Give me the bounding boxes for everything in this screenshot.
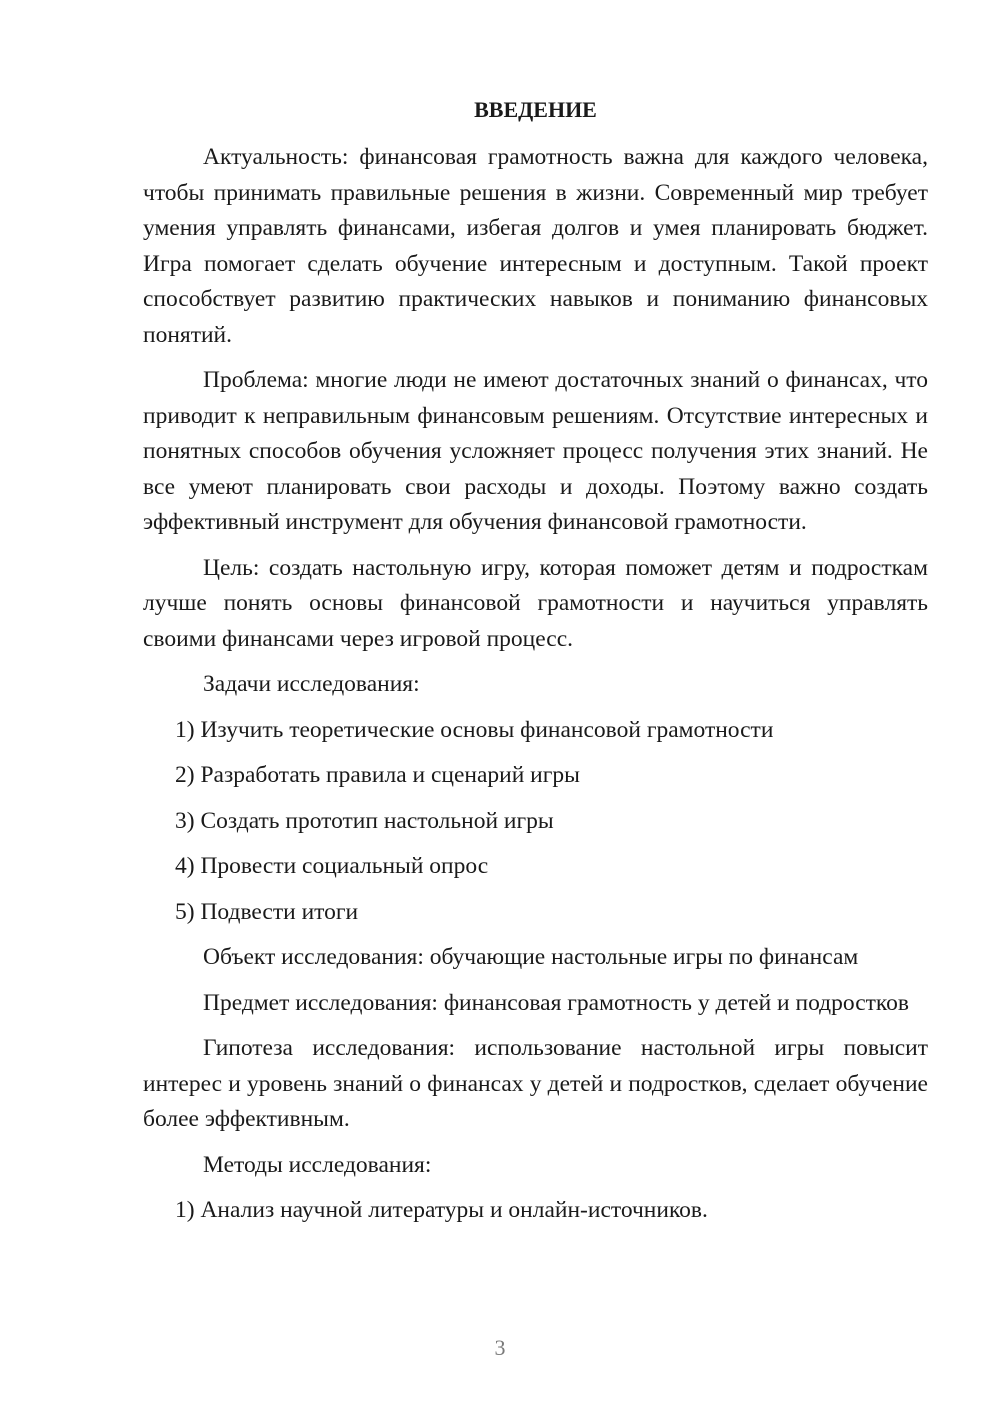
tasks-heading: Задачи исследования: xyxy=(203,671,420,697)
methods-list xyxy=(143,1193,928,1229)
page-number: 3 xyxy=(494,1335,506,1360)
methods-heading: Методы исследования: xyxy=(203,1151,432,1178)
page-title: ВВЕДЕНИЕ xyxy=(474,97,597,122)
task-item: 3) Создать прототип настольной игры xyxy=(175,807,554,834)
research-subject: Предмет исследования: финансовая грамотность у детей и подростков xyxy=(203,989,909,1016)
research-object: Объект исследования: обучающие настольные игры по финансам xyxy=(203,944,859,970)
goal-paragraph: Цель: создать настольную игру, которая поможет детям и подросткам лучше понять основы финансовой грамотности и научиться управлять своими финансами через игровой процесс. xyxy=(143,554,928,652)
task-item: 5) Подвести итоги xyxy=(175,898,359,925)
tasks-list xyxy=(143,713,928,931)
task-item: 1) Изучить теоретические основы финансовой грамотности xyxy=(175,716,774,743)
relevance-paragraph: Актуальность: финансовая грамотность важна для каждого человека, чтобы принимать правильные решения в жизни. Современный мир требует умения управлять финансами, избегая долгов и умея планировать бюджет. Игра помогает сделать обучение интересным и доступным. Такой проект способствует развитию практических навыков и пониманию финансовых понятий. xyxy=(143,144,928,348)
method-item: 1) Анализ научной литературы и онлайн-источников. xyxy=(175,1197,708,1223)
page-content xyxy=(143,92,928,1239)
task-item: 4) Провести социальный опрос xyxy=(175,853,489,879)
research-hypothesis: Гипотеза исследования: использование настольной игры повысит интерес и уровень знаний о финансах у детей и подростков, сделает обучение более эффективным. xyxy=(143,1035,928,1132)
task-item: 2) Разработать правила и сценарий игры xyxy=(175,762,580,788)
problem-paragraph: Проблема: многие люди не имеют достаточных знаний о финансах, что приводит к неправильным финансовым решениям. Отсутствие интересных и понятных способов обучения усложняет процесс получения этих знаний. Не все умеют планировать свои расходы и доходы. Поэтому важно создать эффективный инструмент для обучения финансовой грамотности. xyxy=(143,367,928,535)
